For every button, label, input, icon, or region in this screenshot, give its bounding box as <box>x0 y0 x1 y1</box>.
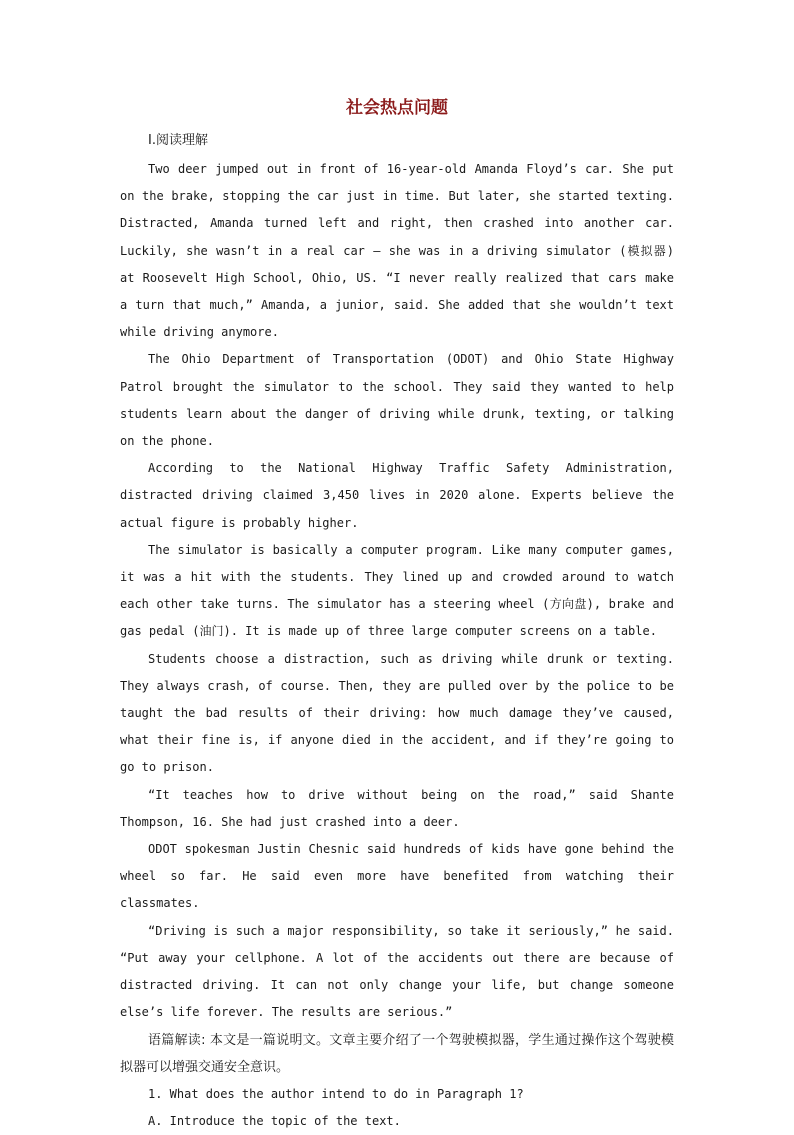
passage-analysis: 语篇解读: 本文是一篇说明文。文章主要介绍了一个驾驶模拟器，学生通过操作这个驾驶模拟器可以增强交通安全意识。 <box>120 1032 674 1075</box>
paragraph-5: Students choose a distraction, such as driving while drunk or texting. They always crash, of course. Then, they are pulled over by the police to be taught the bad results of their driving: how much damage they’ve caused, what their fine is, if anyone died in the accident, and if they’re going to go to prison. <box>120 651 674 775</box>
paragraph-1: Two deer jumped out in front of 16-year-old Amanda Floyd’s car. She put on the brake, stopping the car just in time. But later, she started texting. Distracted, Amanda turned left and right, then crashed into another car. Luckily, she wasn’t in a real car — she was in a driving simulator (模拟器) at Roosevelt High School, Ohio, US. “I never really realized that cars make a turn that much,” Amanda, a junior, said. She added that she wouldn’t text while driving anymore. <box>120 162 674 340</box>
paragraph-2: The Ohio Department of Transportation (ODOT) and Ohio State Highway Patrol brought the simulator to the school. They said they wanted to help students learn about the danger of driving while drunk, texting, or talking on the phone. <box>120 352 674 449</box>
section-heading: Ⅰ.阅读理解 <box>148 133 208 148</box>
question-1-option-a: A. Introduce the topic of the text. <box>148 1114 401 1129</box>
paragraph-7: ODOT spokesman Justin Chesnic said hundreds of kids have gone behind the wheel so far. He said even more have benefited from watching their classmates. <box>120 842 674 911</box>
page-title: 社会热点问题 <box>346 98 448 118</box>
paragraph-4: The simulator is basically a computer program. Like many computer games, it was a hit with the students. They lined up and crowded around to watch each other take turns. The simulator has a steering wheel (方向盘), brake and gas pedal (油门). It is made up of three large computer screens on a table. <box>120 542 674 639</box>
paragraph-8: “Driving is such a major responsibility, so take it seriously,” he said. “Put away your cellphone. A lot of the accidents out there are because of distracted driving. It can not only change your life, but change someone else’s life forever. The results are serious.” <box>120 923 674 1020</box>
paragraph-3: According to the National Highway Traffic Safety Administration, distracted driving claimed 3,450 lives in 2020 alone. Experts believe the actual figure is probably higher. <box>120 461 674 530</box>
question-1: 1. What does the author intend to do in Paragraph 1? <box>148 1086 524 1101</box>
document-page <box>120 95 674 1135</box>
paragraph-6: “It teaches how to drive without being on the road,” said Shante Thompson, 16. She had just crashed into a deer. <box>120 787 674 829</box>
